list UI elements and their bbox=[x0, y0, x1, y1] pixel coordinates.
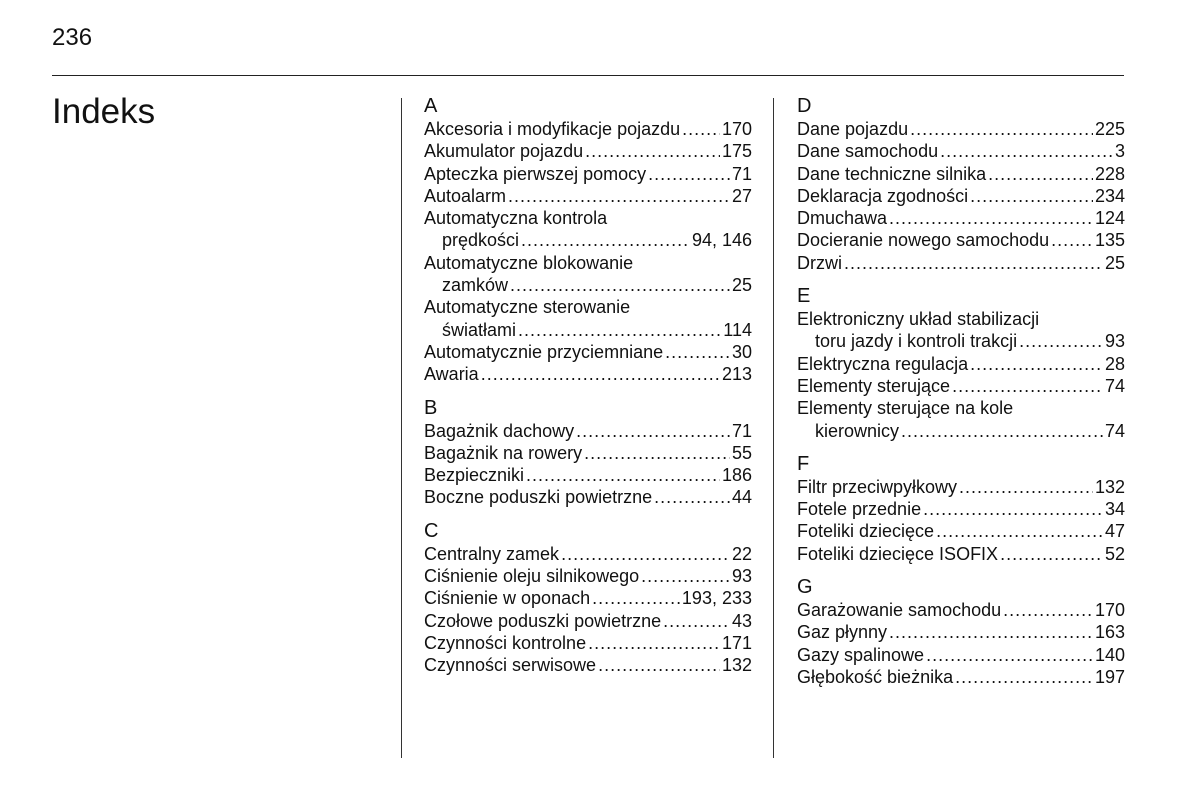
entry-term: Dane samochodu bbox=[797, 141, 939, 162]
dot-leader bbox=[936, 520, 1103, 542]
dot-leader bbox=[1000, 543, 1103, 565]
entry-term: Dane techniczne silnika bbox=[797, 163, 987, 184]
entry-term: Bagażnik dachowy bbox=[424, 420, 575, 441]
index-entry bbox=[797, 330, 1125, 352]
entry-page-number: 93 bbox=[731, 566, 752, 587]
index-entry-line: Elementy sterujące na kole bbox=[797, 398, 1014, 419]
section-letter: G bbox=[797, 576, 813, 599]
section-letter: F bbox=[797, 452, 810, 475]
index-entry bbox=[797, 118, 1125, 140]
entry-term: Ciśnienie oleju silnikowego bbox=[424, 566, 640, 587]
dot-leader bbox=[518, 319, 721, 341]
entry-term: światłami bbox=[442, 319, 517, 340]
dot-leader bbox=[923, 498, 1103, 520]
dot-leader bbox=[1019, 330, 1103, 352]
entry-page-number: 124 bbox=[1094, 208, 1125, 229]
index-entry bbox=[424, 163, 752, 185]
index-entry bbox=[424, 543, 752, 565]
index-entry bbox=[797, 543, 1125, 565]
index-section bbox=[797, 452, 1125, 565]
index-section bbox=[797, 284, 1125, 442]
index-entry bbox=[797, 599, 1125, 621]
entry-page-number: 197 bbox=[1094, 666, 1125, 687]
entry-term: Autoalarm bbox=[424, 185, 507, 206]
entry-term: Fotele przednie bbox=[797, 499, 922, 520]
dot-leader bbox=[926, 644, 1093, 666]
index-entry bbox=[424, 363, 752, 385]
index-entry bbox=[797, 185, 1125, 207]
entry-term: Dane pojazdu bbox=[797, 119, 909, 139]
index-entry bbox=[424, 464, 752, 486]
entry-page-number: 47 bbox=[1104, 521, 1125, 542]
entry-term: Gaz płynny bbox=[797, 622, 888, 643]
entry-term: Foteliki dziecięce bbox=[797, 521, 935, 542]
section-letter: C bbox=[424, 519, 439, 542]
index-entry bbox=[424, 319, 752, 341]
entry-page-number: 43 bbox=[731, 610, 752, 631]
entry-term: Boczne poduszki powietrzne bbox=[424, 487, 653, 508]
dot-leader bbox=[901, 420, 1103, 442]
entry-page-number: 71 bbox=[731, 163, 752, 184]
entry-term: Centralny zamek bbox=[424, 543, 560, 564]
index-entry bbox=[424, 185, 752, 207]
entry-page-number: 234 bbox=[1094, 185, 1125, 206]
entry-page-number: 193, 233 bbox=[681, 588, 752, 609]
entry-page-number: 22 bbox=[731, 543, 752, 564]
index-entry-line: Automatyczna kontrola bbox=[424, 208, 608, 229]
index-entry bbox=[797, 666, 1125, 688]
dot-leader bbox=[663, 610, 730, 632]
entry-term: Elektryczna regulacja bbox=[797, 353, 969, 374]
section-letter: B bbox=[424, 396, 438, 419]
section-letter: A bbox=[424, 95, 438, 117]
entry-term: Awaria bbox=[424, 364, 479, 385]
index-entry bbox=[424, 654, 752, 676]
entry-page-number: 44 bbox=[731, 487, 752, 508]
dot-leader bbox=[910, 118, 1093, 140]
entry-term: Akumulator pojazdu bbox=[424, 141, 584, 162]
index-entry bbox=[424, 341, 752, 363]
index-section bbox=[424, 94, 752, 386]
index-entry-line: Automatyczne sterowanie bbox=[424, 297, 631, 318]
entry-page-number: 71 bbox=[731, 420, 752, 441]
index-entry bbox=[424, 610, 752, 632]
entry-page-number: 3 bbox=[1114, 141, 1125, 162]
index-entry bbox=[797, 375, 1125, 397]
index-entry bbox=[797, 420, 1125, 442]
index-section bbox=[797, 94, 1125, 274]
column-divider bbox=[773, 98, 774, 758]
entry-page-number: 27 bbox=[731, 185, 752, 206]
entry-term: Dmuchawa bbox=[797, 208, 888, 229]
index-entry bbox=[424, 229, 752, 251]
dot-leader bbox=[682, 118, 720, 140]
entry-term: Foteliki dziecięce ISOFIX bbox=[797, 543, 999, 564]
index-entry bbox=[424, 274, 752, 296]
entry-term: Garażowanie samochodu bbox=[797, 600, 1002, 621]
dot-leader bbox=[665, 341, 730, 363]
index-entry bbox=[797, 476, 1125, 498]
index-entry bbox=[797, 621, 1125, 643]
index-entry bbox=[797, 498, 1125, 520]
index-entry bbox=[797, 207, 1125, 229]
index-entry bbox=[424, 140, 752, 162]
entry-page-number: 186 bbox=[721, 465, 752, 486]
entry-page-number: 132 bbox=[1094, 476, 1125, 497]
index-entry bbox=[797, 140, 1125, 162]
entry-page-number: 114 bbox=[723, 319, 752, 340]
entry-page-number: 171 bbox=[721, 632, 752, 653]
entry-term: Filtr przeciwpyłkowy bbox=[797, 476, 958, 497]
entry-page-number: 25 bbox=[1104, 252, 1125, 273]
index-entry bbox=[797, 520, 1125, 542]
index-entry bbox=[424, 118, 752, 140]
entry-page-number: 228 bbox=[1094, 163, 1125, 184]
entry-page-number: 30 bbox=[731, 341, 752, 362]
index-entry bbox=[424, 565, 752, 587]
entry-page-number: 225 bbox=[1094, 119, 1125, 139]
dot-leader bbox=[576, 420, 730, 442]
entry-page-number: 28 bbox=[1104, 353, 1125, 374]
entry-page-number: 94, 146 bbox=[691, 230, 752, 251]
column-divider bbox=[401, 98, 402, 758]
entry-page-number: 52 bbox=[1104, 543, 1125, 564]
entry-page-number: 34 bbox=[1104, 499, 1125, 520]
dot-leader bbox=[970, 353, 1103, 375]
dot-leader bbox=[588, 632, 720, 654]
entry-term: Deklaracja zgodności bbox=[797, 185, 969, 206]
entry-term: Drzwi bbox=[797, 252, 842, 273]
index-entry bbox=[797, 252, 1125, 274]
entry-term: toru jazdy i kontroli trakcji bbox=[815, 331, 1018, 352]
entry-term: Akcesoria i modyfikacje pojazdu bbox=[424, 119, 681, 139]
dot-leader bbox=[526, 464, 720, 486]
dot-leader bbox=[641, 565, 730, 587]
entry-term: Czynności serwisowe bbox=[424, 655, 597, 676]
dot-leader bbox=[988, 163, 1093, 185]
section-letter: E bbox=[797, 285, 811, 308]
entry-term: Bagażnik na rowery bbox=[424, 442, 583, 463]
dot-leader bbox=[952, 375, 1103, 397]
page-title: Indeks bbox=[52, 92, 156, 131]
dot-leader bbox=[508, 185, 730, 207]
index-entry bbox=[797, 353, 1125, 375]
entry-term: Głębokość bieżnika bbox=[797, 666, 954, 687]
entry-term: Docieranie nowego samochodu bbox=[797, 230, 1050, 251]
dot-leader bbox=[1051, 229, 1093, 251]
dot-leader bbox=[889, 621, 1093, 643]
index-entry bbox=[797, 163, 1125, 185]
index-section bbox=[424, 396, 752, 509]
entry-page-number: 55 bbox=[731, 442, 752, 463]
index-entry-line: Elektroniczny układ stabilizacji bbox=[797, 309, 1040, 330]
dot-leader bbox=[844, 252, 1103, 274]
dot-leader bbox=[592, 587, 680, 609]
entry-page-number: 163 bbox=[1094, 622, 1125, 643]
entry-term: Bezpieczniki bbox=[424, 465, 525, 486]
entry-term: Czynności kontrolne bbox=[424, 632, 587, 653]
entry-term: Ciśnienie w oponach bbox=[424, 588, 591, 609]
dot-leader bbox=[955, 666, 1093, 688]
index-section bbox=[424, 519, 752, 677]
index-section bbox=[797, 575, 1125, 688]
entry-term: kierownicy bbox=[815, 420, 900, 441]
entry-page-number: 213 bbox=[721, 364, 752, 385]
entry-term: Automatycznie przyciemniane bbox=[424, 341, 664, 362]
entry-page-number: 132 bbox=[721, 655, 752, 676]
section-letter: D bbox=[797, 95, 812, 117]
dot-leader bbox=[654, 486, 730, 508]
entry-page-number: 175 bbox=[721, 141, 752, 162]
index-column-1 bbox=[424, 94, 752, 677]
index-entry bbox=[424, 632, 752, 654]
dot-leader bbox=[521, 229, 690, 251]
dot-leader bbox=[970, 185, 1093, 207]
dot-leader bbox=[648, 163, 730, 185]
header-rule bbox=[52, 75, 1124, 76]
dot-leader bbox=[561, 543, 730, 565]
entry-term: Apteczka pierwszej pomocy bbox=[424, 163, 647, 184]
entry-page-number: 170 bbox=[721, 119, 752, 139]
index-entry bbox=[424, 587, 752, 609]
entry-term: Czołowe poduszki powietrzne bbox=[424, 610, 662, 631]
index-entry bbox=[424, 442, 752, 464]
index-entry bbox=[424, 486, 752, 508]
entry-term: Gazy spalinowe bbox=[797, 644, 925, 665]
entry-page-number: 170 bbox=[1094, 600, 1125, 621]
dot-leader bbox=[510, 274, 730, 296]
entry-term: Elementy sterujące bbox=[797, 375, 951, 396]
index-entry bbox=[424, 420, 752, 442]
entry-page-number: 140 bbox=[1094, 644, 1125, 665]
dot-leader bbox=[584, 442, 730, 464]
entry-page-number: 93 bbox=[1104, 331, 1125, 352]
index-entry bbox=[797, 644, 1125, 666]
dot-leader bbox=[585, 140, 720, 162]
entry-page-number: 74 bbox=[1104, 375, 1125, 396]
index-entry bbox=[797, 229, 1125, 251]
entry-page-number: 25 bbox=[731, 275, 752, 296]
index-entry-line: Automatyczne blokowanie bbox=[424, 252, 634, 273]
dot-leader bbox=[481, 363, 720, 385]
entry-term: prędkości bbox=[442, 230, 520, 251]
dot-leader bbox=[959, 476, 1093, 498]
entry-page-number: 135 bbox=[1094, 230, 1125, 251]
page-number: 236 bbox=[52, 24, 93, 51]
dot-leader bbox=[598, 654, 720, 676]
index-column-2 bbox=[797, 94, 1125, 688]
entry-page-number: 74 bbox=[1104, 420, 1125, 441]
dot-leader bbox=[940, 140, 1113, 162]
dot-leader bbox=[1003, 599, 1093, 621]
dot-leader bbox=[889, 207, 1093, 229]
entry-term: zamków bbox=[442, 275, 509, 296]
